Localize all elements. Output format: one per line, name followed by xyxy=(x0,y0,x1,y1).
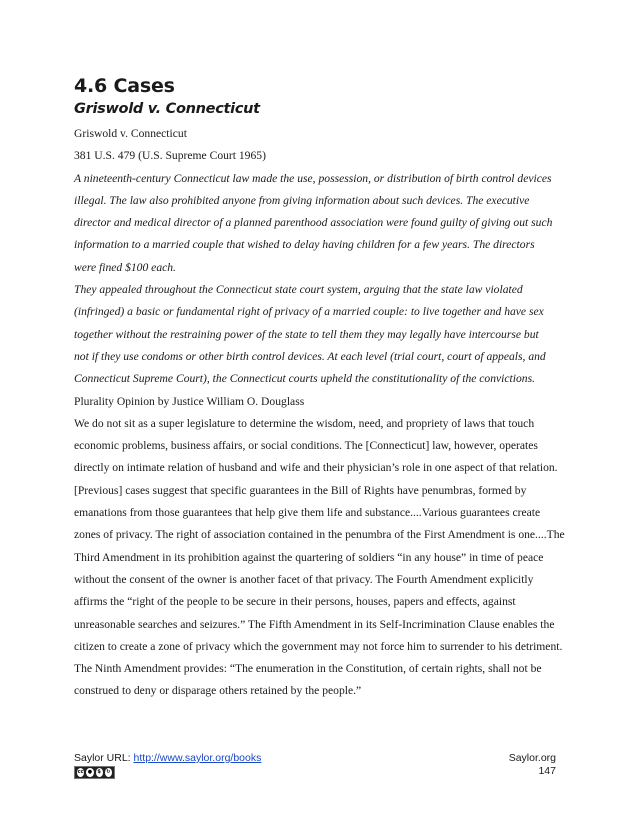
text-line: 381 U.S. 479 (U.S. Supreme Court 1965) xyxy=(74,149,266,163)
footer-site-name: Saylor.org xyxy=(508,752,556,764)
text-line: economic problems, business affairs, or social conditions. The [Connecticut] law, however, operates xyxy=(74,439,538,453)
text-line: Connecticut Supreme Court), the Connecticut courts upheld the constitutionality of the convictions. xyxy=(74,372,535,386)
text-line: director and medical director of a planned parenthood association were found guilty of giving out such xyxy=(74,216,553,230)
text-line: were fined $100 each. xyxy=(74,260,176,274)
text-line: affirms the “right of the people to be secure in their persons, houses, papers and effects, against xyxy=(74,595,516,609)
text-line: information to a married couple that wished to delay having children for a few years. The directors xyxy=(74,238,535,252)
text-line: The Ninth Amendment provides: “The enumeration in the Constitution, of certain rights, shall not be xyxy=(74,662,542,676)
cc-icon: cc xyxy=(77,769,84,775)
text-line: together without the restraining power of the state to tell them they may legally have intercourse but xyxy=(74,327,539,341)
creative-commons-license-badge[interactable] xyxy=(74,766,115,779)
text-line: unreasonable searches and seizures.” The Fifth Amendment in its Self-Incrimination Clause enables the xyxy=(74,617,555,631)
attribution-icon: ● xyxy=(87,769,93,775)
text-line: (infringed) a basic or fundamental right of privacy of a married couple: to live together and have sex xyxy=(74,305,544,319)
noncommercial-icon: $ xyxy=(97,769,101,775)
text-line: without the consent of the owner is another facet of that privacy. The Fourth Amendment explicitly xyxy=(74,572,534,586)
text-line: citizen to create a zone of privacy which the government may not force him to surrender to his detriment. xyxy=(74,639,563,653)
text-line: construed to deny or disparage others retained by the people.” xyxy=(74,684,362,698)
text-line: Third Amendment in its prohibition against the quartering of soldiers “in any house” in time of peace xyxy=(74,550,544,564)
text-line: not if they use condoms or other birth control devices. At each level (trial court, court of appeals, and xyxy=(74,349,546,363)
section-title: 4.6 Cases xyxy=(74,75,175,97)
footer-source-label: Saylor URL: xyxy=(74,752,134,764)
text-line: We do not sit as a super legislature to determine the wisdom, need, and propriety of laws that touch xyxy=(74,416,535,430)
text-line: illegal. The law also prohibited anyone from giving information about such devices. The executive xyxy=(74,193,530,207)
text-line: directly on intimate relation of husband and wife and their physician’s role in one aspect of that relation. xyxy=(74,461,558,475)
text-line: Plurality Opinion by Justice William O. Douglass xyxy=(74,394,305,408)
text-line: [Previous] cases suggest that specific guarantees in the Bill of Rights have penumbras, formed by xyxy=(74,483,527,497)
saylor-books-link[interactable]: http://www.saylor.org/books xyxy=(133,752,262,764)
text-line: They appealed throughout the Connecticut state court system, arguing that the state law violated xyxy=(74,283,523,297)
text-line: zones of privacy. The right of association contained in the penumbra of the First Amendment is one....The xyxy=(74,528,565,542)
text-line: A nineteenth-century Connecticut law made the use, possession, or distribution of birth control devices xyxy=(74,171,552,185)
body-text xyxy=(74,123,564,703)
text-line: emanations from those guarantees that help give them life and substance....Various guarantees create xyxy=(74,506,541,520)
text-line: Griswold v. Connecticut xyxy=(74,127,187,140)
case-title: Griswold v. Connecticut xyxy=(74,101,260,117)
sharealike-icon: ↻ xyxy=(106,769,111,775)
footer-site-info xyxy=(509,752,556,778)
footer-source xyxy=(74,752,261,764)
page-number: 147 xyxy=(538,765,556,777)
